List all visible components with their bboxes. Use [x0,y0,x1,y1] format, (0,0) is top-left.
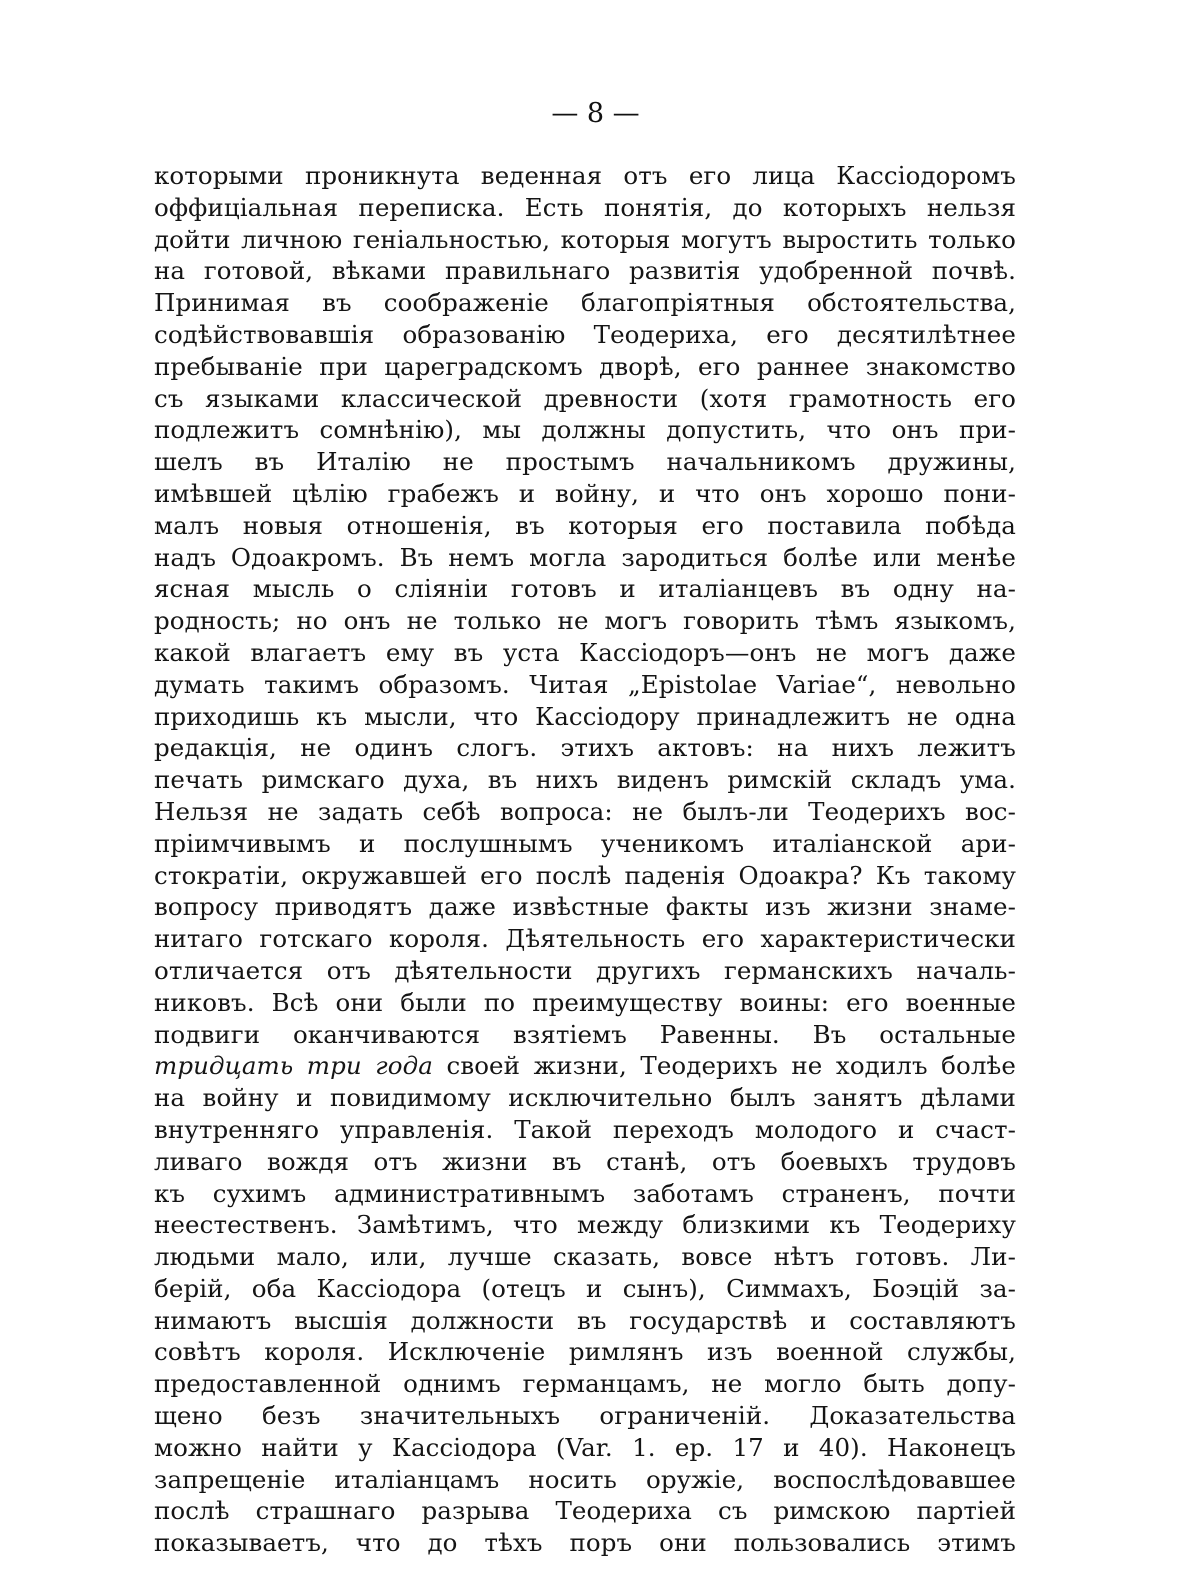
text-line: запрещеніе италіанцамъ носить оружіе, воспослѣдовавшее [154,1464,1016,1494]
text-line: Принимая въ соображеніе благопріятныя обстоятельства, [154,288,1016,318]
text-line: людьми мало, или, лучше сказать, вовсе нѣтъ готовъ. Ли- [154,1242,1016,1272]
text-line: ясная мысль о сліяніи готовъ и италіанцевъ въ одну на- [154,574,1016,604]
text-line: послѣ страшнаго разрыва Теодериха съ римскою партіей [154,1496,1016,1526]
text-line: совѣтъ короля. Исключеніе римлянъ изъ военной службы, [154,1337,1016,1367]
text-line: думать такимъ образомъ. Читая „Epistolae Variae“, невольно [154,669,1016,699]
text-line: никовъ. Всѣ они были по преимуществу воины: его военные [154,987,1016,1017]
text-line: родность; но онъ не только не могъ говорить тѣмъ языкомъ, [154,606,1016,636]
text-line: щено безъ значительныхъ ограниченій. Доказательства [154,1401,1016,1431]
text-line: дойти личною геніальностью, которыя могутъ выростить только [154,224,1016,254]
text-line: пребываніе при цареградскомъ дворѣ, его раннее знакомство [154,351,1016,381]
text-line: отличается отъ дѣятельности другихъ германскихъ началь- [154,955,1016,985]
text-line: малъ новыя отношенія, въ которыя его поставила побѣда [154,510,1016,540]
text-line: нитаго готскаго короля. Дѣятельность его характеристически [154,924,1016,954]
text-line: нимаютъ высшія должности въ государствѣ и составляютъ [154,1305,1016,1335]
text-line: съ языками классической древности (хотя грамотность его [154,383,1016,413]
text-line: стократіи, окружавшей его послѣ паденія Одоакра? Къ такому [154,860,1016,890]
text-line: содѣйствовавшія образованію Теодериха, его десятилѣтнее [154,319,1016,349]
text-line: надъ Одоакромъ. Въ немъ могла зародиться болѣе или менѣе [154,542,1016,572]
text-line: берій, оба Кассіодора (отецъ и сынъ), Симмахъ, Боэцій за- [154,1273,1016,1303]
body-text [154,160,1016,1559]
text-line: неестественъ. Замѣтимъ, что между близкими къ Теодериху [154,1210,1016,1240]
text-line: пріимчивымъ и послушнымъ ученикомъ италіанской ари- [154,828,1016,858]
text-line: имѣвшей цѣлію грабежъ и войну, и что онъ хорошо пони- [154,478,1016,508]
text-line: ливаго вождя отъ жизни въ станѣ, отъ боевыхъ трудовъ [154,1146,1016,1176]
text-line: подлежитъ сомнѣнію), мы должны допустить, что онъ при- [154,415,1016,445]
italic-phrase: тридцать три года [154,1051,433,1081]
text-line: на войну и повидимому исключительно былъ занятъ дѣлами [154,1083,1016,1113]
text-line: Нельзя не задать себѣ вопроса: не былъ-ли Теодерихъ вос- [154,796,1016,826]
text-line: какой влагаетъ ему въ уста Кассіодоръ—онъ не могъ даже [154,637,1016,667]
text-line: приходишь къ мысли, что Кассіодору принадлежитъ не одна [154,701,1016,731]
text-line: оффиціальная переписка. Есть понятія, до которыхъ нельзя [154,192,1016,222]
text-line: печать римскаго духа, въ нихъ виденъ римскій складъ ума. [154,765,1016,795]
text-line: предоставленной однимъ германцамъ, не могло быть допу- [154,1369,1016,1399]
line-rest: своей жизни, Теодерихъ не ходилъ болѣе [432,1051,1016,1081]
text-line: можно найти у Кассіодора (Var. 1. ep. 17 и 40). Наконецъ [154,1432,1016,1462]
page-number: — 8 — [551,98,640,129]
text-line: внутренняго управленія. Такой переходъ молодого и счаст- [154,1114,1016,1144]
text-line: показываетъ, что до тѣхъ поръ они пользовались этимъ [154,1528,1016,1558]
text-line: подвиги оканчиваются взятіемъ Равенны. Въ остальные [154,1019,1016,1049]
text-line: на готовой, вѣками правильнаго развитія удобренной почвѣ. [154,256,1016,286]
text-line: шелъ въ Италію не простымъ начальникомъ дружины, [154,447,1016,477]
text-line: вопросу приводятъ даже извѣстные факты изъ жизни знаме- [154,892,1016,922]
text-line-italic-start [154,1050,1016,1082]
text-line: къ сухимъ административнымъ заботамъ страненъ, почти [154,1178,1016,1208]
text-line: редакція, не одинъ слогъ. этихъ актовъ: на нихъ лежитъ [154,733,1016,763]
text-line: которыми проникнута веденная отъ его лица Кассіодоромъ [154,161,1016,190]
